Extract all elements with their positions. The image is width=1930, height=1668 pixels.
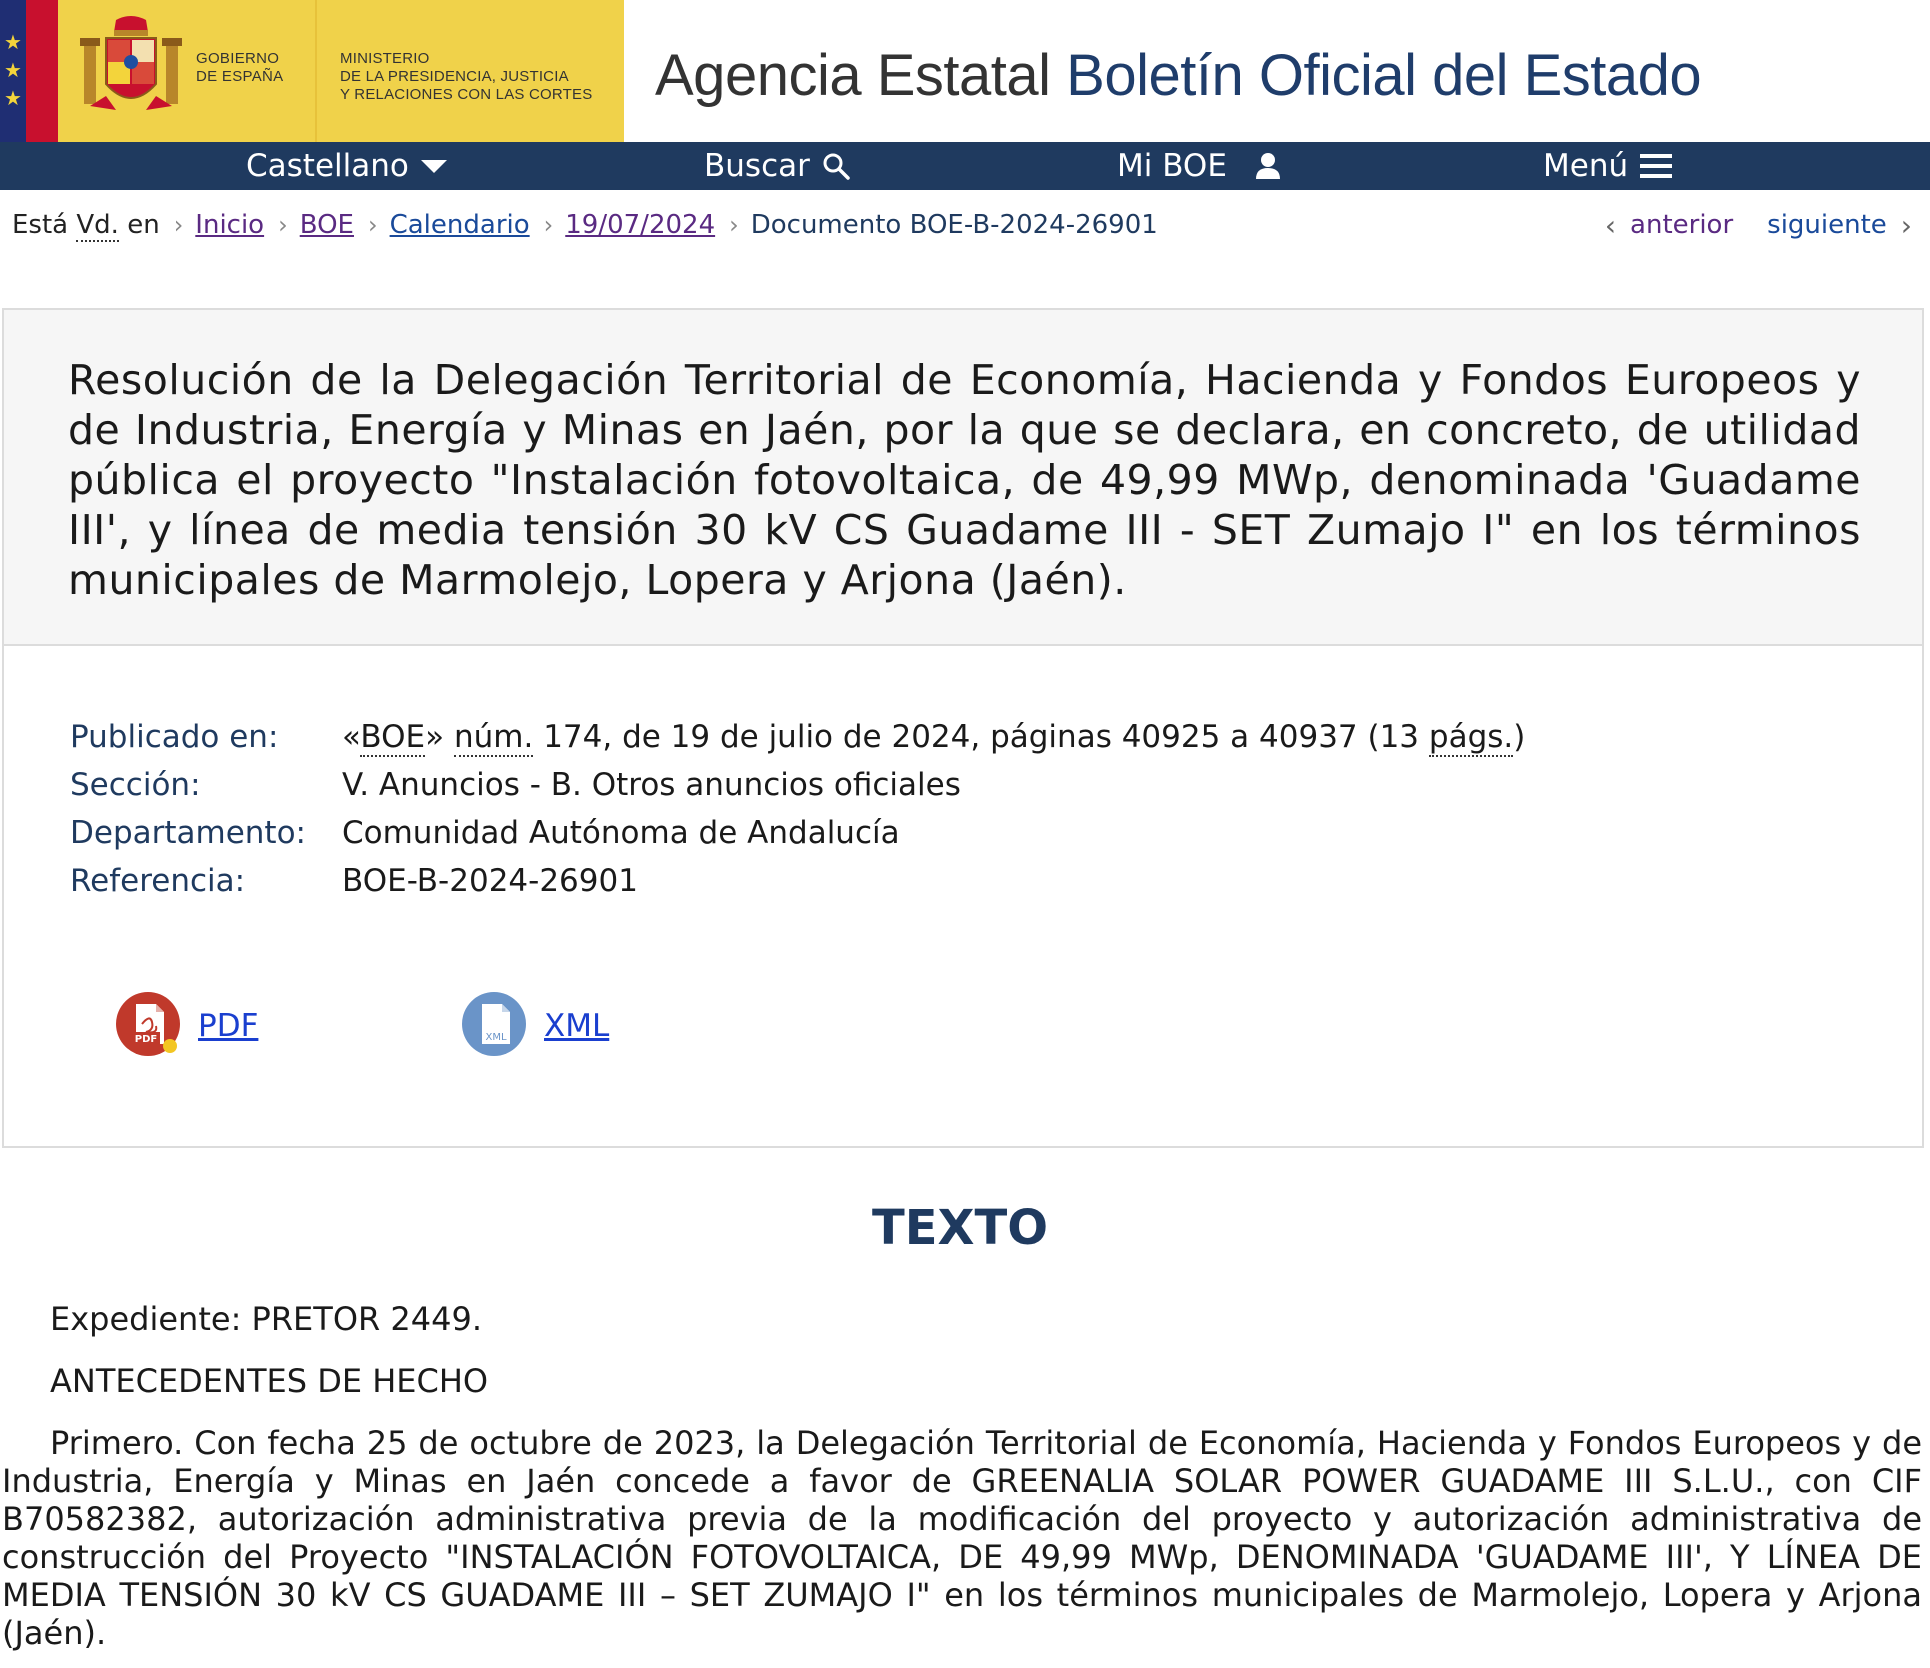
svg-text:XML: XML bbox=[485, 1032, 507, 1043]
breadcrumb-current: Documento BOE-B-2024-26901 bbox=[750, 210, 1158, 240]
eu-spain-flag-strip bbox=[0, 0, 58, 142]
section-label: Sección: bbox=[70, 767, 201, 803]
language-selector[interactable] bbox=[246, 142, 447, 190]
breadcrumb-date[interactable]: 19/07/2024 bbox=[565, 210, 716, 240]
texto-heading: TEXTO bbox=[871, 1200, 1049, 1256]
site-header bbox=[0, 0, 1930, 142]
published-value: «BOE» núm. 174, de 19 de julio de 2024, páginas 40925 a 40937 (13 págs.) bbox=[342, 719, 1526, 755]
agency-title[interactable] bbox=[655, 42, 1701, 109]
breadcrumb bbox=[12, 205, 1158, 245]
coat-of-arms-icon bbox=[76, 14, 186, 122]
department-label: Departamento: bbox=[70, 815, 306, 851]
chevron-right-icon: › bbox=[729, 211, 739, 239]
reference-label: Referencia: bbox=[70, 863, 246, 899]
caret-down-icon bbox=[421, 158, 447, 174]
search-icon bbox=[822, 152, 850, 180]
pdf-download[interactable] bbox=[116, 992, 258, 1060]
ministry-text: MINISTERIO DE LA PRESIDENCIA, JUSTICIA Y RELACIONES CON LAS CORTES bbox=[340, 50, 593, 103]
meta-row-published bbox=[70, 713, 1525, 761]
document-title-area bbox=[4, 310, 1922, 646]
hamburger-menu-icon bbox=[1640, 153, 1672, 179]
published-label: Publicado en: bbox=[70, 719, 279, 755]
document-metadata bbox=[70, 713, 1525, 905]
my-boe-label: Mi BOE bbox=[1117, 148, 1227, 184]
department-value: Comunidad Autónoma de Andalucía bbox=[342, 815, 900, 851]
gobierno-de-espana-text: GOBIERNO DE ESPAÑA bbox=[196, 50, 284, 85]
chevron-right-icon: › bbox=[1900, 208, 1912, 242]
paragraph-primero: Primero. Con fecha 25 de octubre de 2023, la Delegación Territorial de Economía, Hacienda y Fondos Europeos y de Industria, Energía y Minas en Jaén concede a favor de GREENALIA SOLAR POWER GUADAME III S.L.U., con CIF B70582382, autorización administrativa previa de la modificación del proyecto y autorización administrativa de construcción del Proyecto "INSTALACIÓN FOTOVOLTAICA, DE 49,99 MWp, DENOMINADA 'GUADAME III', Y LÍNEA DE MEDIA TENSIÓN 30 kV CS GUADAME III – SET ZUMAJO I" en los términos municipales de Marmolejo, Lopera y Arjona (Jaén). bbox=[2, 1424, 1922, 1652]
document-summary-box bbox=[2, 308, 1924, 1148]
government-logo-block[interactable] bbox=[0, 0, 624, 142]
main-nav bbox=[0, 142, 1930, 190]
paragraph-antecedentes: ANTECEDENTES DE HECHO bbox=[50, 1362, 489, 1400]
document-pagination bbox=[1605, 205, 1912, 245]
search-label: Buscar bbox=[704, 148, 810, 184]
chevron-right-icon: › bbox=[367, 211, 378, 239]
xml-download[interactable] bbox=[462, 992, 609, 1060]
chevron-right-icon: › bbox=[278, 211, 288, 239]
pdf-link[interactable]: PDF bbox=[198, 1008, 259, 1044]
breadcrumb-inicio[interactable]: Inicio bbox=[195, 210, 265, 240]
search-button[interactable] bbox=[704, 142, 850, 190]
xml-file-icon[interactable] bbox=[462, 992, 530, 1060]
paragraph-expediente: Expediente: PRETOR 2449. bbox=[50, 1300, 483, 1338]
agency-title-part1: Agencia Estatal bbox=[655, 43, 1051, 108]
section-value: V. Anuncios - B. Otros anuncios oficiales bbox=[342, 767, 961, 803]
chevron-right-icon: › bbox=[543, 211, 554, 239]
eu-stars-icon: ★ ★ ★ bbox=[4, 30, 22, 110]
language-label: Castellano bbox=[246, 148, 409, 184]
menu-label: Menú bbox=[1543, 148, 1629, 184]
menu-button[interactable] bbox=[1543, 142, 1672, 190]
previous-document-link[interactable]: anterior bbox=[1630, 210, 1734, 240]
xml-link[interactable]: XML bbox=[544, 1008, 610, 1044]
pdf-file-icon[interactable] bbox=[116, 992, 184, 1060]
logo-divider bbox=[315, 0, 317, 142]
meta-row-reference bbox=[70, 857, 1525, 905]
breadcrumb-boe[interactable]: BOE bbox=[299, 210, 354, 240]
chevron-right-icon: › bbox=[173, 211, 184, 239]
next-document-link[interactable]: siguiente bbox=[1767, 210, 1887, 240]
chevron-left-icon: ‹ bbox=[1604, 208, 1617, 242]
meta-row-section bbox=[70, 761, 1525, 809]
agency-title-part2: Boletín Oficial del Estado bbox=[1066, 43, 1702, 108]
svg-text:PDF: PDF bbox=[134, 1034, 158, 1045]
breadcrumb-lead: Está Vd. en bbox=[12, 210, 160, 240]
meta-row-department bbox=[70, 809, 1525, 857]
my-boe-button[interactable] bbox=[1117, 142, 1283, 190]
document-title: Resolución de la Delegación Territorial de Economía, Hacienda y Fondos Europeos y de Industria, Energía y Minas en Jaén, por la que se declara, en concreto, de utilidad pública el proyecto "Instalación fotovoltaica, de 49,99 MWp, denominada 'Guadame III', y línea de media tensión 30 kV CS Guadame III - SET Zumajo I" en los términos municipales de Marmolejo, Lopera y Arjona (Jaén). bbox=[68, 356, 1861, 604]
reference-value: BOE-B-2024-26901 bbox=[342, 863, 638, 899]
breadcrumb-calendario[interactable]: Calendario bbox=[389, 210, 530, 240]
user-icon bbox=[1253, 151, 1283, 181]
